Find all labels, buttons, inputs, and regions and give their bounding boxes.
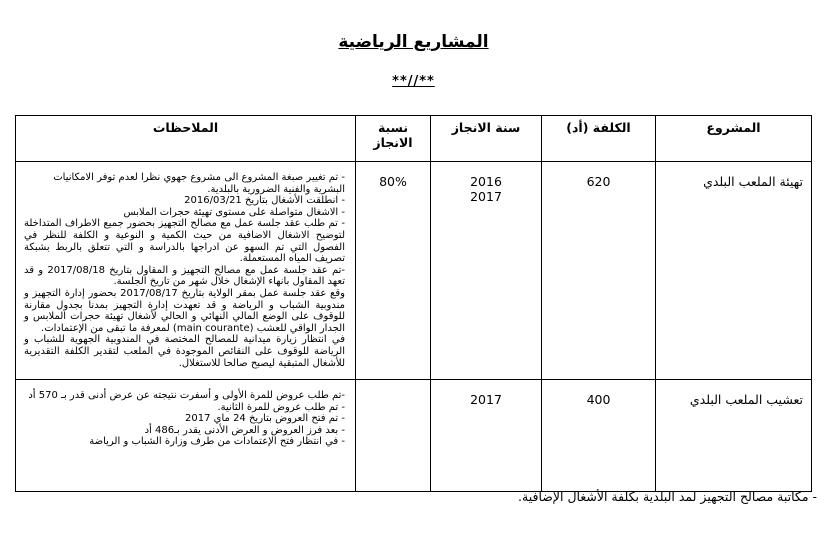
page-subtitle: **//** xyxy=(392,74,435,89)
project-name: تعشيب الملعب البلدي xyxy=(656,380,812,492)
year-start: 2017 xyxy=(470,392,502,407)
project-cost: 620 xyxy=(542,162,656,380)
year-end: 2017 xyxy=(470,189,502,204)
note-line: -تم طلب عروض للمرة الأولى و أسفرت نتيجته عن عرض أدنى قدر بـ 570 أد xyxy=(28,390,345,401)
footer-note: - مكاتبة مصالح التجهيز لمد البلدية بكلفة الأشغال الإضافية. xyxy=(518,489,817,504)
table-row xyxy=(16,162,812,380)
note-line: - الاشغال متواصلة على مستوى تهيئة حجرات الملابس xyxy=(123,206,345,218)
project-notes xyxy=(16,380,356,492)
header-rate: نسبة الانجاز xyxy=(356,116,431,162)
projects-table xyxy=(15,115,812,492)
year-start: 2016 xyxy=(470,174,502,189)
header-year: سنة الانجاز xyxy=(431,116,542,162)
note-line: - تم فتح العروض بتاريخ 24 ماي 2017 xyxy=(185,413,345,425)
note-line: - تم طلب عروض للمرة الثانية. xyxy=(217,401,345,413)
note-line: - انطلقت الأشغال بتاريخ 2016/03/21 xyxy=(184,195,345,207)
project-name: تهيئة الملعب البلدي xyxy=(656,162,812,380)
header-notes: الملاحظات xyxy=(16,116,356,162)
header-project: المشروع xyxy=(656,116,812,162)
note-line: - بعد فرز العروض و العرض الأدنى يقدر بـ486 أد xyxy=(144,424,345,436)
note-line: في انتظار زيارة ميدانية للمصالح المختصة في المندوبية الجهوية للشباب و الرياضة للوقوف على النقائص الموجودة في الملعب لتقدير الكلفة التقديرية للأشغال المتبقية ليصبح صالحا للاستغلال. xyxy=(24,334,345,369)
table-header-row xyxy=(16,116,812,162)
completion-rate: 80% xyxy=(356,162,431,380)
note-line: وقع عقد جلسة عمل بمقر الولاية بتاريخ 2017/08/17 بحضور إدارة التجهيز و مندوبية الشباب و الرياضة و قد تعهدت إدارة التجهيز بمدنا بجدول مقارنة للوقوف على الوضع المالي النهائي و الحالي لأشغال تهيئة حجرات الملابس و الجدار الواقي للعشب (main courante) لمعرفة ما تبقى من الإعتمادات. xyxy=(24,287,345,334)
note-line: - تم طلب عقد جلسة عمل مع مصالح التجهيز بحضور جميع الاطراف المتداخلة لتوضيح الاشغال الاضافية من حيث الكمية و النوعية و الكلفة للنظر في الفصول التي تم السهو عن ادراجها بالدراسة و التي تتعلق بالربط بشبكة تصريف المياه المستعملة. xyxy=(24,218,345,265)
project-notes xyxy=(16,162,356,380)
note-line: -تم عقد جلسة عمل مع مصالح التجهيز و المقاول بتاريخ 2017/08/18 و قد تعهد المقاول بانهاء الإشغال خلال شهر من تاريخ الجلسة. xyxy=(24,264,346,288)
header-cost: الكلفة (أد) xyxy=(542,116,656,162)
table-row xyxy=(16,380,812,492)
note-line: - في انتظار فتح الإعتمادات من طرف وزارة الشباب و الرياضة xyxy=(89,436,345,448)
project-year xyxy=(431,380,542,492)
project-year xyxy=(431,162,542,380)
project-cost: 400 xyxy=(542,380,656,492)
page-title: المشاريع الرياضية xyxy=(338,32,489,52)
note-line: - تم تغيير صبغة المشروع الى مشروع جهوي نظرا لعدم توفر الامكانيات البشرية والفنية الضرورية بالبلدية. xyxy=(53,172,345,195)
completion-rate xyxy=(356,380,431,492)
